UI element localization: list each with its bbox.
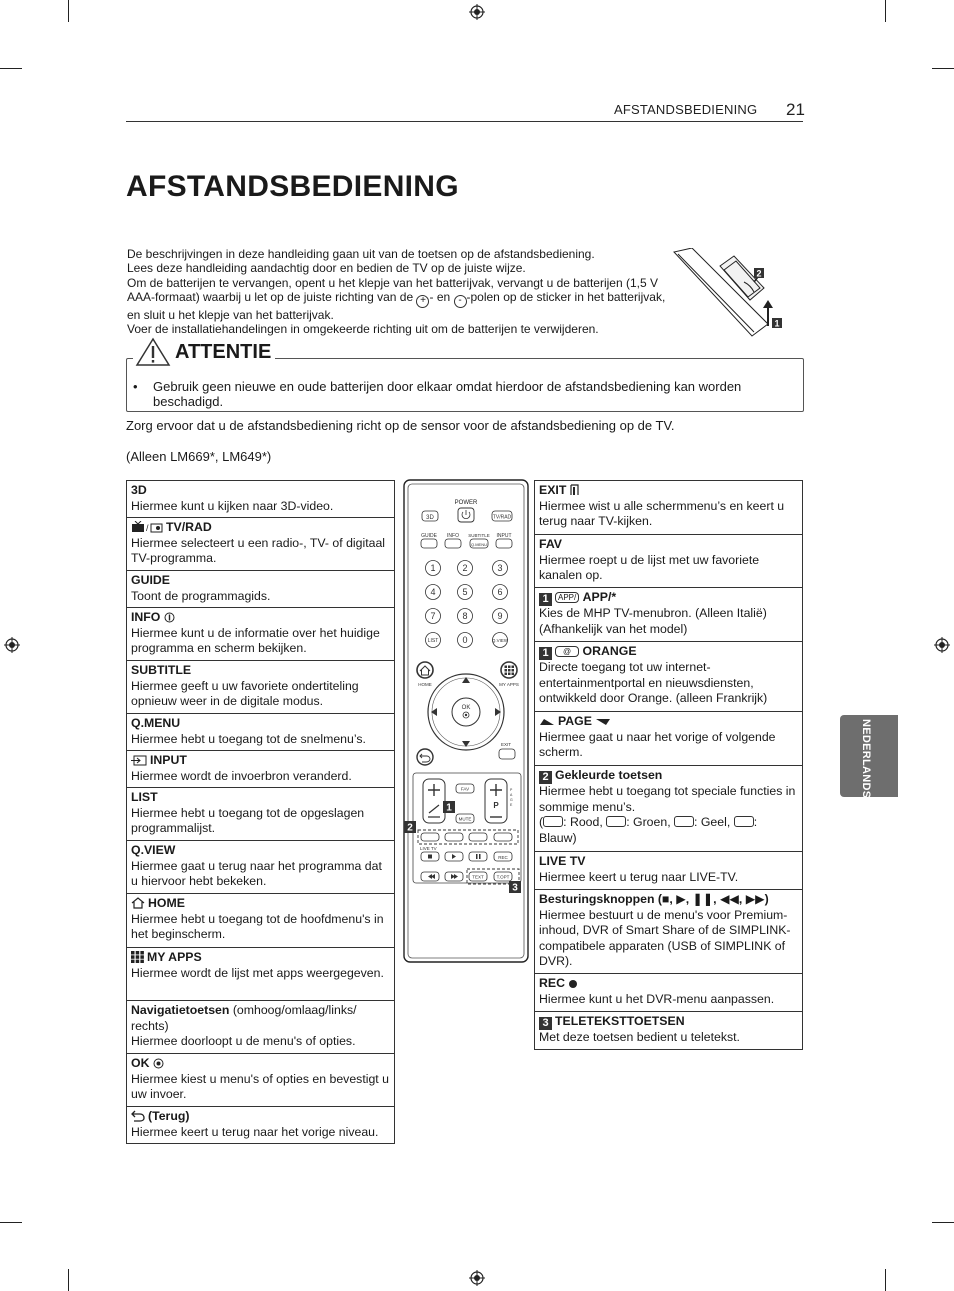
key-title: MY APPS xyxy=(147,950,202,964)
key-desc: Hiermee kunt u het DVR-menu aanpassen. xyxy=(539,991,775,1006)
model-note: (Alleen LM669*, LM649*) xyxy=(126,449,272,464)
key-desc: Hiermee wist u alle schermmenu’s en keert u terug naar TV-kijken. xyxy=(539,498,785,528)
key-title: OK xyxy=(131,1056,150,1070)
info-icon xyxy=(164,612,175,623)
tv-rad-label: TV/RAD xyxy=(492,514,512,521)
side-tab-label: NEDERLANDS xyxy=(860,719,872,799)
table-row: 2 Gekleurde toetsen Hiermee hebt u toegang tot speciale functies in sommige menu’s. ( : Rood, : Groen, : Geel, : Blauw) xyxy=(534,765,803,851)
power-label: POWER xyxy=(454,500,478,506)
marker-1: 1 xyxy=(446,802,452,814)
digit-label: 8 xyxy=(462,611,468,621)
rec-label: REC xyxy=(498,855,508,860)
table-row xyxy=(534,641,803,711)
p-label: P xyxy=(493,801,499,810)
key-title: (Terug) xyxy=(148,1109,190,1123)
key-title: LIST xyxy=(131,790,158,804)
caution-heading xyxy=(133,337,275,367)
key-desc: Hiermee kunt u de informatie over het huidige programma en scherm bekijken. xyxy=(131,625,380,655)
table-row xyxy=(126,1106,395,1144)
running-header: AFSTANDSBEDIENING xyxy=(614,102,758,117)
table-row xyxy=(126,570,395,607)
key-extra: (omhoog/omlaag/links/ rechts) xyxy=(131,1003,357,1033)
digit-label: 4 xyxy=(430,587,436,597)
orange-button-icon: @ xyxy=(555,646,579,657)
key-title: TELETEKSTTOETSEN xyxy=(555,1014,685,1028)
digit-label: 1 xyxy=(430,563,436,573)
number-badge: 1 xyxy=(539,593,552,606)
input-label: INPUT xyxy=(496,533,512,539)
caution-title: ATTENTIE xyxy=(175,340,272,363)
fav-label: FAV xyxy=(460,786,470,792)
intro-line: Lees deze handleiding aandachtig door en bedien de TV op de juiste wijze. xyxy=(127,261,526,276)
key-title: LIVE TV xyxy=(539,854,586,868)
key-desc: Met deze toetsen bedient u teletekst. xyxy=(539,1030,740,1044)
key-title: ORANGE xyxy=(582,644,637,658)
table-row xyxy=(126,893,395,947)
warning-triangle-icon xyxy=(135,337,171,367)
key-title: APP/* xyxy=(582,590,617,604)
marker-2: 2 xyxy=(407,822,413,834)
sensor-note: Zorg ervoor dat u de afstandsbediening richt op de sensor voor de afstandsbediening op de TV. xyxy=(126,418,675,433)
page-down-icon xyxy=(595,717,611,727)
myapps-label: MY APPS xyxy=(499,682,519,687)
caution-text: Gebruik geen nieuwe en oude batterijen door elkaar omdat hierdoor de afstandsbediening kan worden beschadigd. xyxy=(153,379,742,409)
table-row xyxy=(126,713,395,750)
marker-3: 3 xyxy=(512,882,518,894)
key-title: FAV xyxy=(539,537,563,551)
qview-label: Q.VIEW xyxy=(491,638,509,643)
key-title: Besturingsknoppen xyxy=(539,892,655,906)
digit-label: 9 xyxy=(497,611,503,621)
minus-icon: - xyxy=(454,295,467,308)
plus-icon: + xyxy=(416,295,429,308)
key-desc: Kies de MHP TV-menubron. (Alleen Italië) (Afhankelijk van het model) xyxy=(539,606,767,636)
ok-icon xyxy=(153,1058,164,1069)
page-title: AFSTANDSBEDIENING xyxy=(126,170,459,203)
marker-2: 2 xyxy=(756,268,762,279)
table-row xyxy=(534,711,803,765)
table-row xyxy=(126,947,395,1000)
table-row xyxy=(534,851,803,889)
key-desc: Hiermee selecteert u een radio-, TV- of digitaal TV-programma. xyxy=(131,535,386,565)
key-title: TV/RAD xyxy=(166,520,212,534)
blue-button-icon xyxy=(734,816,754,827)
guide-label: GUIDE xyxy=(421,533,437,539)
page-label: P A G E xyxy=(510,788,513,807)
registration-mark-icon xyxy=(934,637,950,653)
key-title: Q.MENU xyxy=(131,716,181,730)
crop-mark xyxy=(885,0,886,22)
table-row xyxy=(126,660,395,713)
registration-mark-icon xyxy=(469,1270,485,1286)
key-title: PAGE xyxy=(558,714,592,728)
key-desc: Directe toegang tot uw internet-entertainmentportal en nieuwsdiensten, ontwikkeld door Orange. (alleen Frankrijk) xyxy=(539,660,768,705)
key-title: SUBTITLE xyxy=(131,663,192,677)
crop-mark xyxy=(0,1222,22,1223)
table-row xyxy=(534,973,803,1011)
svg-text:3D: 3D xyxy=(426,515,434,521)
ok-label: OK xyxy=(461,705,471,711)
digit-0: 0 xyxy=(462,635,468,645)
table-row xyxy=(126,750,395,787)
crop-mark xyxy=(0,68,22,69)
remote-control-illustration xyxy=(403,479,529,963)
caution-item xyxy=(133,379,773,409)
qmenu-label: Q.MENU xyxy=(471,542,487,547)
exit-label: EXIT xyxy=(500,742,512,747)
marker-1: 1 xyxy=(774,318,780,329)
record-dot-icon xyxy=(568,979,578,989)
key-desc: Hiermee hebt u toegang tot speciale functies in sommige menu’s. xyxy=(539,784,796,814)
key-title: HOME xyxy=(148,896,185,910)
key-title: EXIT xyxy=(539,483,567,497)
key-desc: Hiermee wordt de lijst met apps weergegeven. xyxy=(131,965,384,980)
table-row xyxy=(126,840,395,893)
right-key-table xyxy=(534,480,803,1050)
table-row xyxy=(126,1000,395,1053)
intro-line: Voer de installatiehandelingen in omgekeerde richting uit om de batterijen te verwijderen. xyxy=(127,322,599,337)
left-key-table xyxy=(126,480,395,1144)
crop-mark xyxy=(932,68,954,69)
digit-label: 5 xyxy=(462,587,468,597)
number-badge: 2 xyxy=(539,771,552,784)
digit-label: 6 xyxy=(497,587,503,597)
table-row xyxy=(126,1053,395,1106)
key-title: REC xyxy=(539,976,565,990)
digit-label: 2 xyxy=(462,563,468,573)
key-desc: Hiermee kiest u menu's of opties en bevestigt u uw invoer. xyxy=(131,1071,389,1101)
bullet: • xyxy=(133,379,138,394)
mute-label: MUTE xyxy=(458,816,472,822)
yellow-button-icon xyxy=(674,816,694,827)
table-row xyxy=(534,1011,803,1050)
control-symbols: (■, ▶, ❚❚, ◀◀, ▶▶) xyxy=(654,892,769,906)
registration-mark-icon xyxy=(469,4,485,20)
key-desc: Hiermee gaat u terug naar het programma dat u hiervoor hebt bekeken. xyxy=(131,858,382,888)
key-desc: Hiermee wordt de invoerbron veranderd. xyxy=(131,768,352,783)
input-icon xyxy=(131,755,147,766)
battery-cover-illustration xyxy=(672,248,784,340)
svg-text:/: / xyxy=(146,523,149,533)
my-apps-grid-icon xyxy=(131,951,144,963)
intro-text xyxy=(127,247,672,336)
page-up-icon xyxy=(539,717,555,727)
livetv-label: LIVE TV xyxy=(420,846,437,851)
info-label: INFO xyxy=(447,533,459,539)
table-row xyxy=(126,607,395,660)
subtitle-label: SUBTITLE xyxy=(468,533,490,538)
home-label: HOME xyxy=(418,682,432,687)
registration-mark-icon xyxy=(4,637,20,653)
key-desc: Hiermee doorloopt u de menu's of opties. xyxy=(131,1034,356,1048)
intro-line: Om de batterijen te vervangen, opent u het klepje van het batterijvak, vervangt u de batterijen (1,5 V AAA-formaat) waarbij u let op de juiste richting van de + - en - -polen op de sticker in het batterijvak, en sluit u het klepje van het batterijvak. xyxy=(127,275,666,322)
crop-mark xyxy=(68,1269,69,1291)
table-row xyxy=(126,480,395,517)
digit-label: 3 xyxy=(497,563,503,573)
back-arrow-icon xyxy=(131,1110,145,1122)
key-desc: Toont de programmagids. xyxy=(131,588,271,603)
table-row xyxy=(534,889,803,973)
key-title: Navigatietoetsen xyxy=(131,1003,230,1017)
text-label: TEXT xyxy=(472,874,484,880)
key-desc: Hiermee keert u terug naar LIVE-TV. xyxy=(539,869,739,884)
language-side-tab xyxy=(840,715,898,797)
key-desc: Hiermee hebt u toegang tot de opgeslagen programmalijst. xyxy=(131,805,365,835)
digit-label: 7 xyxy=(430,611,436,621)
header-rule xyxy=(126,121,803,122)
table-row xyxy=(126,787,395,840)
app-button-icon: APP/ xyxy=(555,592,579,603)
key-desc: Hiermee hebt u toegang tot de snelmenu’s. xyxy=(131,731,366,746)
number-badge: 3 xyxy=(539,1017,552,1030)
key-title: GUIDE xyxy=(131,573,170,587)
key-desc: Hiermee geeft u uw favoriete ondertiteling opnieuw weer in de digitale modus. xyxy=(131,678,359,708)
key-desc: Hiermee bestuurt u de menu's voor Premium-inhoud, DVR of Smart Share of de SIMPLINK-compatibele apparaten (USB of SIMPLINK of DVR). xyxy=(539,907,791,968)
red-button-icon xyxy=(543,816,563,827)
key-title: Q.VIEW xyxy=(131,843,176,857)
crop-mark xyxy=(68,0,69,22)
table-row xyxy=(534,480,803,534)
intro-line: De beschrijvingen in deze handleiding gaan uit van de toetsen op de afstandsbediening. xyxy=(127,247,595,261)
key-desc: Hiermee gaat u naar het vorige of volgende scherm. xyxy=(539,729,776,759)
key-title: Gekleurde toetsen xyxy=(555,768,663,782)
topt-label: T.OPT xyxy=(496,874,510,880)
table-row xyxy=(534,587,803,641)
table-row xyxy=(534,534,803,587)
key-title: INFO xyxy=(131,610,161,624)
key-desc: Hiermee keert u terug naar het vorige niveau. xyxy=(131,1124,379,1139)
table-row xyxy=(126,517,395,570)
key-title: 3D xyxy=(131,483,147,497)
exit-icon xyxy=(570,484,579,496)
list-label: LIST xyxy=(427,638,439,644)
home-icon xyxy=(131,897,145,909)
number-badge: 1 xyxy=(539,647,552,660)
page-number: 21 xyxy=(786,100,805,119)
crop-mark xyxy=(932,1222,954,1223)
crop-mark xyxy=(885,1269,886,1291)
green-button-icon xyxy=(606,816,626,827)
key-desc: Hiermee roept u de lijst met uw favoriete kanalen op. xyxy=(539,552,760,582)
key-desc: Hiermee hebt u toegang tot de hoofdmenu's in het beginscherm. xyxy=(131,911,384,941)
tv-rad-icon xyxy=(131,521,163,533)
key-title: INPUT xyxy=(150,753,187,767)
key-desc: Hiermee kunt u kijken naar 3D-video. xyxy=(131,498,334,513)
